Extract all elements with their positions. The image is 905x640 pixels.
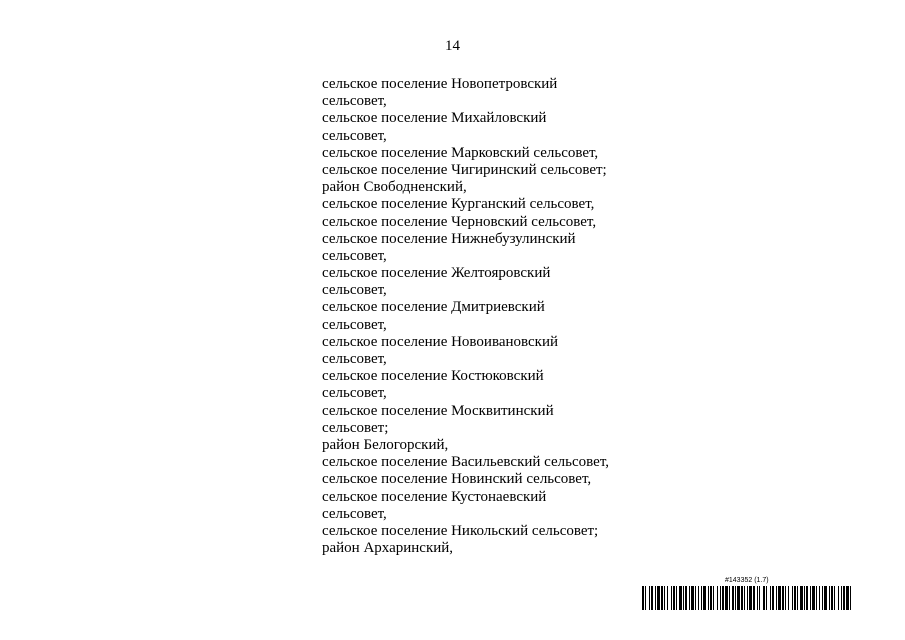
page-number: 14 [445, 38, 460, 54]
text-line: сельское поселение Марковский сельсовет, [322, 144, 599, 161]
text-line: район Белогорский, [322, 436, 449, 453]
text-line: сельсовет, [322, 93, 387, 110]
text-line: сельское поселение Желтояровский [322, 265, 551, 282]
text-line: сельское поселение Новоивановский [322, 333, 559, 350]
text-line: сельское поселение Васильевский сельсовет, [322, 454, 609, 471]
text-line: сельское поселение Черновский сельсовет, [322, 213, 597, 230]
text-line: сельсовет, [322, 385, 387, 402]
text-line: район Архаринский, [322, 540, 454, 557]
text-line: сельское поселение Чигиринский сельсовет; [322, 161, 607, 178]
text-line: сельское поселение Дмитриевский [322, 299, 545, 316]
text-line: сельское поселение Курганский сельсовет, [322, 196, 595, 213]
text-line: сельское поселение Никольский сельсовет; [322, 522, 599, 539]
text-line: сельсовет, [322, 316, 387, 333]
text-line: сельское поселение Кустонаевский [322, 488, 547, 505]
barcode-caption: #143352 (1.7) [725, 577, 769, 584]
document-body [322, 76, 662, 557]
text-line: сельское поселение Новинский сельсовет, [322, 471, 592, 488]
text-line: сельсовет, [322, 351, 387, 367]
text-line: сельское поселение Михайловский [322, 110, 547, 127]
text-line: сельское поселение Нижнебузулинский [322, 230, 576, 247]
text-line: сельское поселение Новопетровский [322, 76, 558, 92]
text-line: сельсовет, [322, 247, 387, 264]
text-line: сельсовет, [322, 282, 387, 299]
barcode-icon [640, 586, 855, 612]
text-line: сельсовет, [322, 127, 387, 144]
text-line: сельсовет; [322, 419, 389, 436]
text-line: сельское поселение Костюковский [322, 368, 544, 385]
text-line: сельское поселение Москвитинский [322, 402, 554, 419]
barcode-block [640, 577, 855, 613]
text-line: сельсовет, [322, 505, 387, 522]
text-line: район Свободненский, [322, 179, 467, 196]
